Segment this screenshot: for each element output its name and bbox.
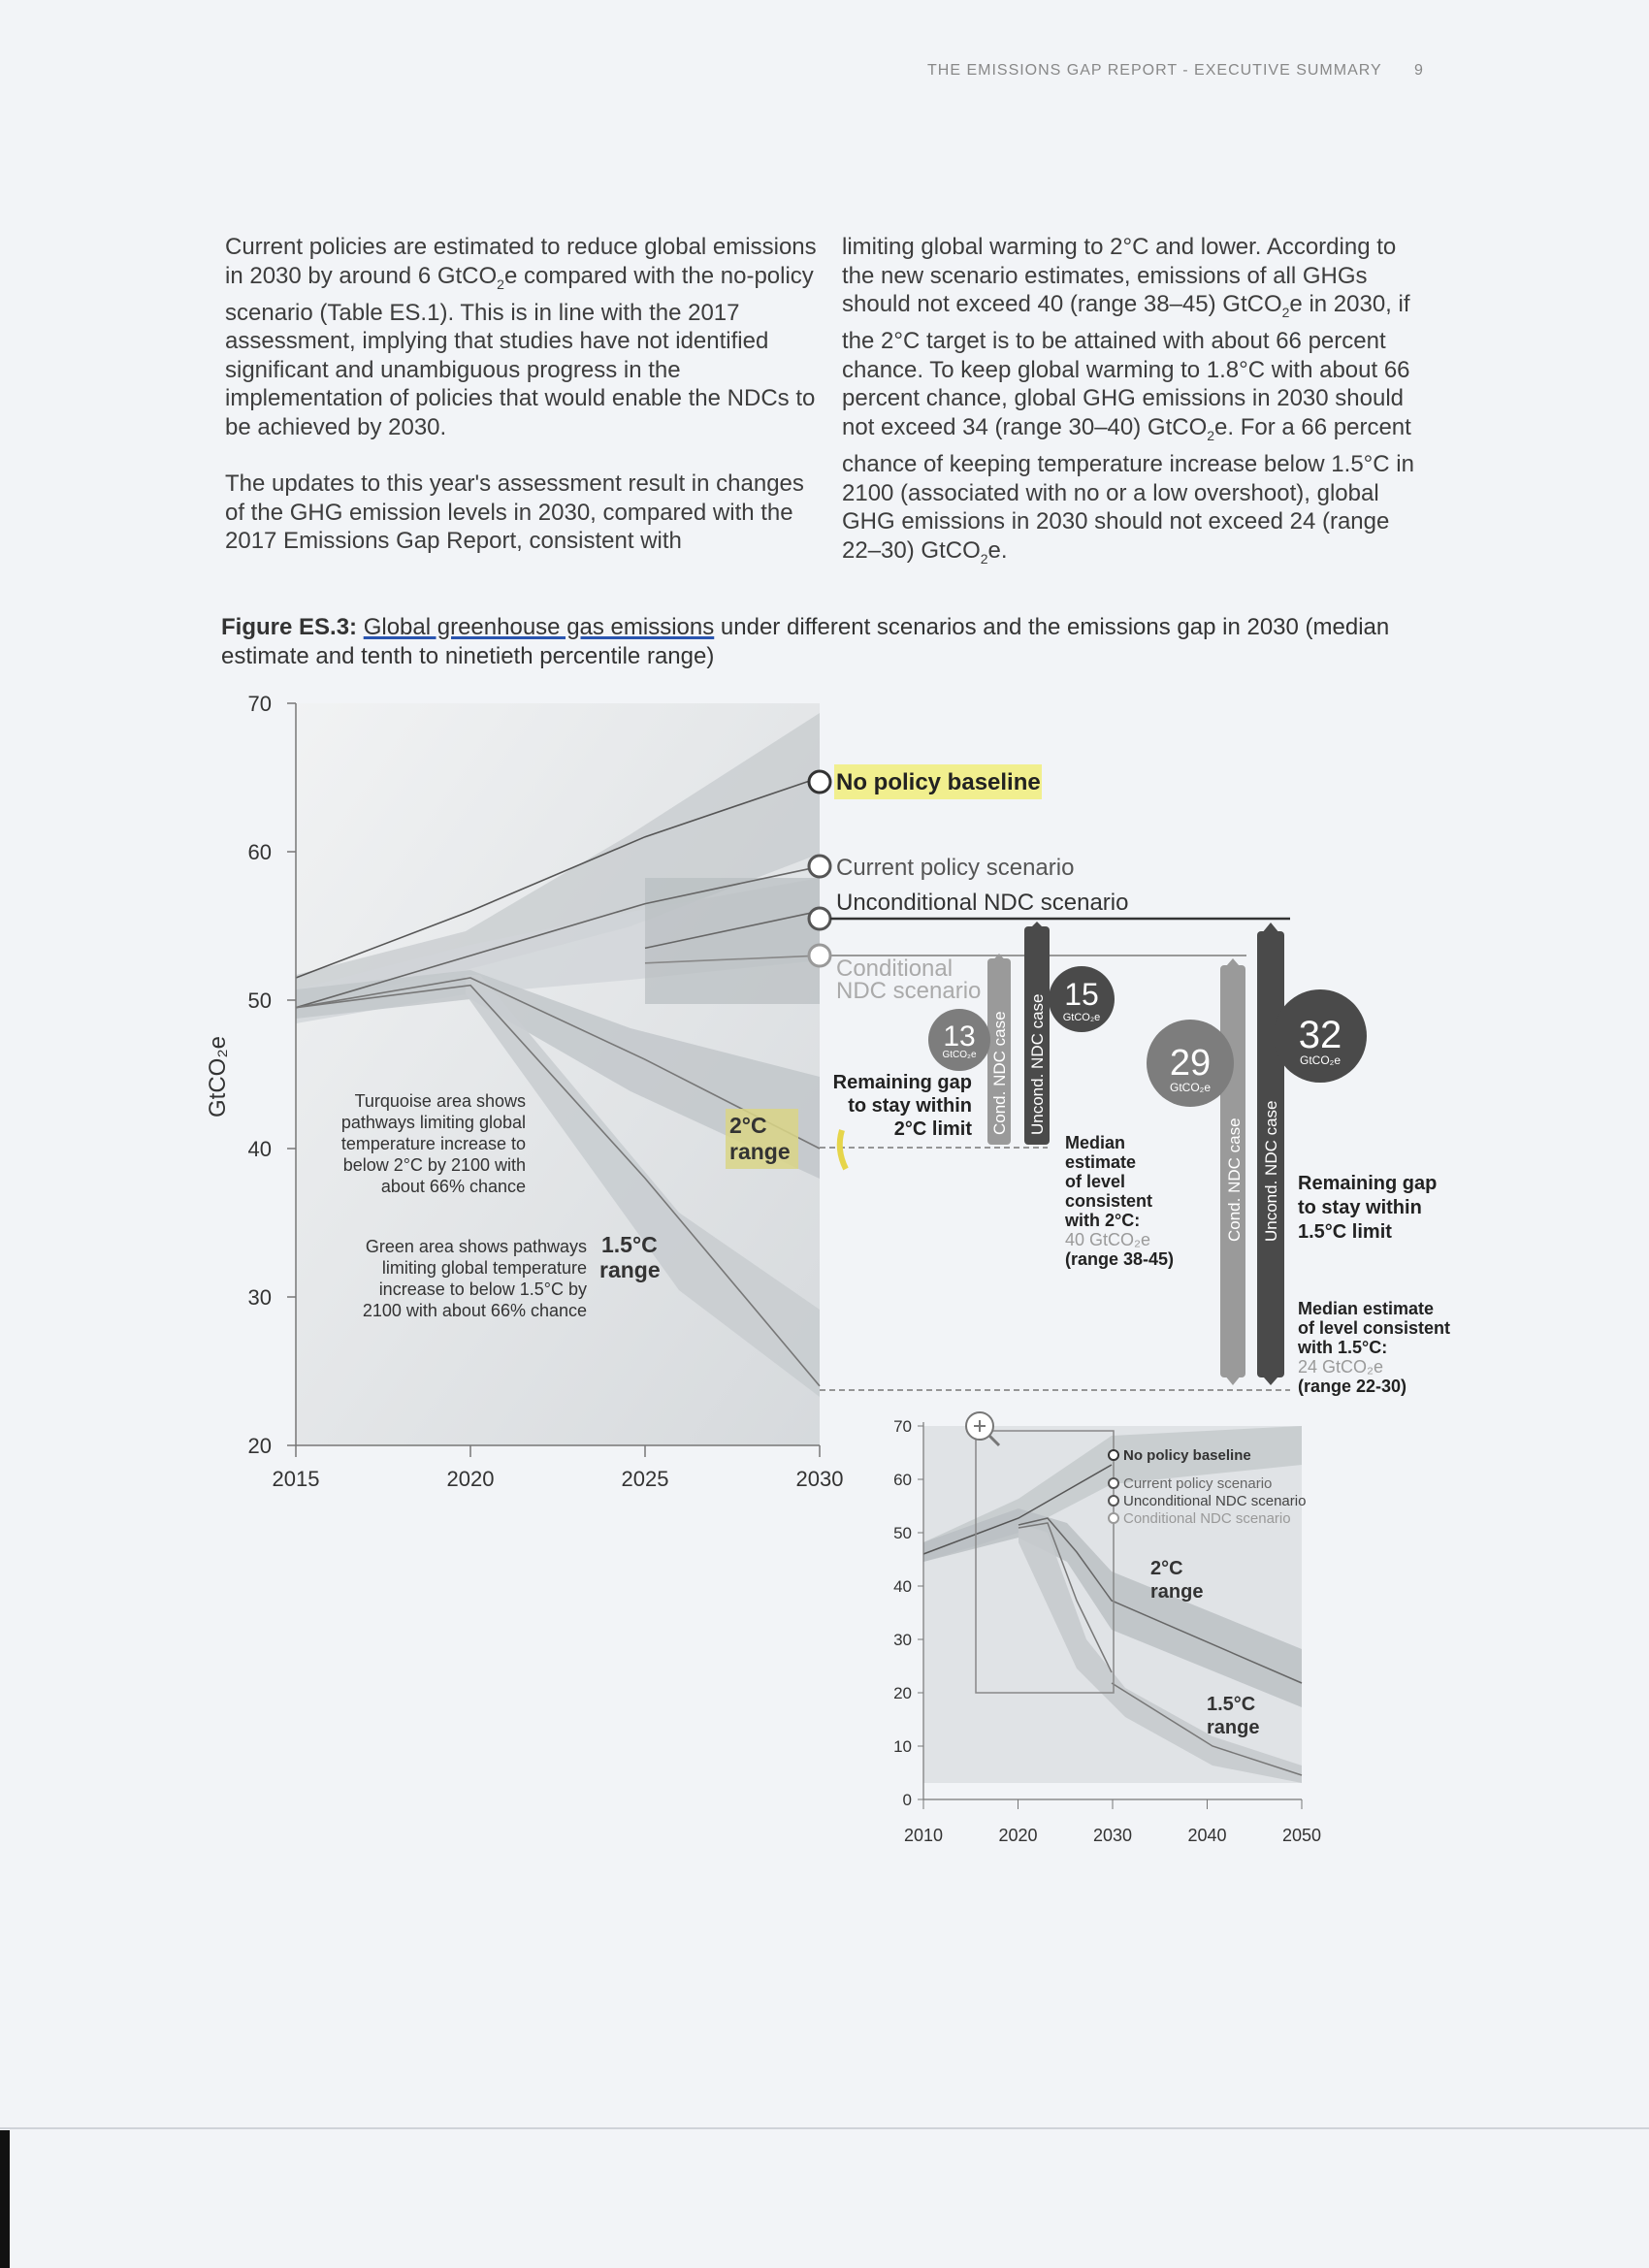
inset-y-tick-label: 0 [902, 1791, 912, 1809]
inset-x-tick-label: 2010 [903, 1826, 944, 1845]
inset-chart [893, 1417, 1321, 1845]
gap-circle-13 [928, 1009, 990, 1071]
svg-text:13: 13 [943, 1021, 976, 1053]
x-ticks [273, 1445, 844, 1491]
svg-text:to stay within: to stay within [848, 1095, 972, 1117]
inset-y-tick-label: 10 [893, 1737, 912, 1756]
two-degree-range-label-2: range [729, 1139, 791, 1164]
svg-text:GtCO₂e: GtCO₂e [1300, 1053, 1341, 1067]
svg-text:with 1.5°C:: with 1.5°C: [1298, 1338, 1388, 1357]
inset-y-tick-label: 50 [893, 1524, 912, 1542]
svg-text:temperature increase to: temperature increase to [340, 1134, 526, 1153]
svg-text:to stay within: to stay within [1298, 1197, 1422, 1218]
svg-text:estimate: estimate [1065, 1152, 1137, 1172]
gap-15c-text [1298, 1173, 1437, 1243]
inset-x-tick-label: 2040 [1187, 1826, 1227, 1845]
uncond-ndc-case-label: Uncond. NDC case [1028, 993, 1047, 1135]
gap-circle-15 [1049, 966, 1115, 1032]
cond-ndc-label-2: NDC scenario [836, 978, 982, 1004]
ndc-range-block [645, 878, 820, 1004]
inset-y-tick-label: 70 [893, 1417, 912, 1436]
x-tick-label: 2015 [272, 1467, 320, 1491]
y-tick-label: 20 [247, 1434, 272, 1458]
caption-underlined: Global greenhouse gas emissions [363, 614, 715, 640]
inset-y-tick-label: 40 [893, 1577, 912, 1596]
cond-ndc-marker [809, 945, 830, 966]
svg-text:Uncond. NDC case: Uncond. NDC case [1262, 1100, 1280, 1242]
svg-text:(range 38-45): (range 38-45) [1065, 1249, 1175, 1269]
running-header: THE EMISSIONS GAP REPORT - EXECUTIVE SUMMARY [927, 62, 1382, 79]
uncond-ndc-marker [809, 908, 830, 929]
paragraph: The updates to this year's assessment result in changes of the GHG emission levels in 2030, compared with the 2017 Emissions Gap Report, consistent with [225, 470, 804, 555]
svg-text:range: range [1207, 1717, 1260, 1738]
inset-x-tick-label: 2020 [998, 1826, 1038, 1845]
svg-text:GtCO₂e: GtCO₂e [1062, 1012, 1101, 1023]
y-ticks [248, 692, 296, 1458]
svg-text:Median estimate: Median estimate [1298, 1299, 1435, 1318]
svg-text:2100 with about 66% chance: 2100 with about 66% chance [362, 1301, 587, 1320]
svg-text:consistent: consistent [1065, 1191, 1153, 1211]
page-bottom-line [0, 2127, 1649, 2129]
svg-text:GtCO₂e: GtCO₂e [1170, 1081, 1211, 1094]
svg-text:limiting global temperature: limiting global temperature [381, 1258, 587, 1278]
paragraph: Current policies are estimated to reduce global emissions in 2030 by around 6 GtCO$_2$e compared with the no-policy scenario (Table ES.1). This is in line with the 2017 assessment, implying that studies have not identified significant and unambiguous progress in the implementation of policies that would enable the NDCs to be achieved by 2030. [225, 234, 817, 440]
svg-text:Turquoise area shows: Turquoise area shows [354, 1091, 526, 1111]
highlighter-mark [840, 1130, 846, 1169]
inset-y-ticks [893, 1417, 923, 1809]
current-policy-marker [809, 856, 830, 877]
inset-x-tick-label: 2030 [1092, 1826, 1133, 1845]
svg-text:of level: of level [1065, 1172, 1126, 1191]
y-tick-label: 60 [247, 840, 272, 864]
svg-text:Cond. NDC case: Cond. NDC case [1225, 1118, 1244, 1242]
inset-y-tick-label: 60 [893, 1471, 912, 1489]
gap-2c-text [833, 1072, 973, 1140]
svg-text:24 GtCO₂e: 24 GtCO₂e [1298, 1357, 1384, 1377]
figure-caption: Figure ES.3: Global greenhouse gas emissions under different scenarios and the emissions gap in 2030 (median estimate and tenth to ninetieth percentile range) [221, 614, 1390, 669]
one-five-range-label-1: 1.5°C [601, 1232, 658, 1257]
two-degree-range-label-1: 2°C [729, 1113, 767, 1138]
svg-text:Remaining gap: Remaining gap [1298, 1173, 1438, 1194]
y-tick-label: 70 [247, 692, 272, 716]
inset-y-tick-label: 20 [893, 1684, 912, 1702]
paragraph: limiting global warming to 2°C and lower. According to the new scenario estimates, emissions of all GHGs should not exceed 40 (range 38–45) GtCO$_2$e in 2030, if the 2°C target is to be attained with about 66 percent chance. To keep global warming to 1.8°C with about 66 percent chance, global GHG emissions in 2030 should not exceed 34 (range 30–40) GtCO$_2$e. For a 66 percent chance of keeping temperature increase below 1.5°C in 2100 (associated with no or a low overshoot), global GHG emissions in 2030 should not exceed 24 (range 22–30) GtCO$_2$e. [842, 234, 1414, 567]
svg-text:range: range [1150, 1581, 1204, 1603]
no-policy-label: No policy baseline [836, 769, 1041, 795]
y-tick-label: 50 [247, 988, 272, 1013]
svg-text:2°C: 2°C [1150, 1558, 1183, 1579]
svg-text:Remaining gap: Remaining gap [832, 1072, 972, 1093]
cond-ndc-case-label: Cond. NDC case [990, 1011, 1009, 1135]
current-policy-label: Current policy scenario [836, 855, 1075, 881]
svg-text:GtCO₂e: GtCO₂e [942, 1050, 977, 1060]
inset-uncond-ndc-label: Unconditional NDC scenario [1123, 1493, 1307, 1509]
svg-text:40 GtCO₂e: 40 GtCO₂e [1065, 1230, 1151, 1249]
svg-text:of level consistent: of level consistent [1298, 1318, 1451, 1338]
gap-circle-32 [1274, 989, 1367, 1083]
x-tick-label: 2025 [621, 1467, 669, 1491]
svg-text:32: 32 [1298, 1014, 1342, 1056]
y-tick-label: 30 [247, 1285, 272, 1310]
inset-current-policy-label: Current policy scenario [1123, 1475, 1273, 1492]
cond-ndc-label-1: Conditional [836, 956, 954, 982]
svg-text:increase to below 1.5°C by: increase to below 1.5°C by [378, 1280, 587, 1299]
inset-x-ticks [904, 1799, 1321, 1845]
median-15c-text [1297, 1299, 1450, 1396]
gap-bar-cond-2c [987, 954, 1011, 1145]
svg-text:pathways limiting global: pathways limiting global [340, 1113, 526, 1132]
inset-y-tick-label: 30 [893, 1631, 912, 1649]
svg-text:with 2°C:: with 2°C: [1065, 1211, 1141, 1230]
inset-x-tick-label: 2050 [1281, 1826, 1322, 1845]
svg-text:about 66% chance: about 66% chance [380, 1177, 526, 1196]
svg-text:1.5°C: 1.5°C [1207, 1694, 1256, 1715]
svg-text:Green area shows pathways: Green area shows pathways [365, 1237, 587, 1256]
page-number: 9 [1414, 62, 1423, 79]
y-tick-label: 40 [247, 1137, 272, 1161]
gap-bar-uncond-15c [1257, 923, 1284, 1385]
gap-bar-uncond-2c [1024, 922, 1050, 1145]
gap-bar-cond-15c [1220, 958, 1245, 1385]
svg-text:below 2°C by 2100 with: below 2°C by 2100 with [342, 1155, 526, 1175]
x-tick-label: 2020 [446, 1467, 495, 1491]
x-tick-label: 2030 [795, 1467, 844, 1491]
gap-circle-29 [1147, 1020, 1234, 1107]
inset-no-policy-label: No policy baseline [1123, 1447, 1251, 1464]
svg-text:Median: Median [1065, 1133, 1126, 1152]
uncond-ndc-label: Unconditional NDC scenario [836, 890, 1129, 916]
median-2c-text [1064, 1133, 1174, 1269]
scan-edge [0, 2130, 10, 2268]
svg-text:2°C limit: 2°C limit [893, 1118, 972, 1140]
no-policy-marker [809, 771, 830, 793]
y-axis-label: GtCO₂e [205, 1036, 231, 1118]
inset-cond-ndc-label: Conditional NDC scenario [1123, 1510, 1291, 1527]
one-five-range-label-2: range [599, 1257, 661, 1282]
svg-text:29: 29 [1169, 1043, 1212, 1084]
svg-text:1.5°C limit: 1.5°C limit [1298, 1221, 1392, 1243]
svg-text:(range 22-30): (range 22-30) [1298, 1377, 1407, 1396]
svg-text:15: 15 [1064, 977, 1099, 1012]
